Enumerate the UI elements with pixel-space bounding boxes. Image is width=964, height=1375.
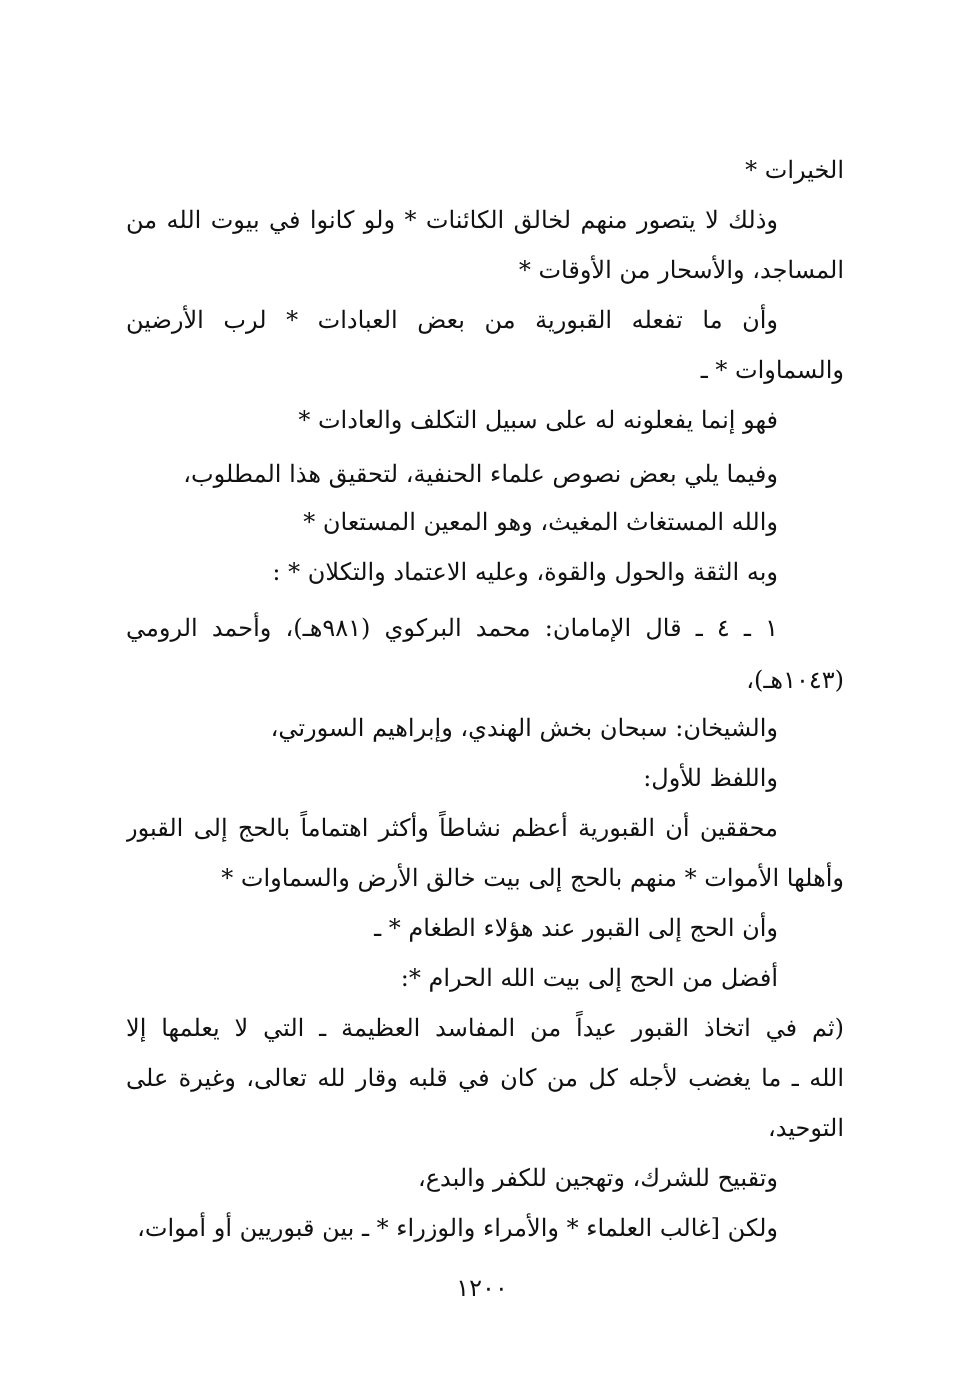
text-line: وأن الحج إلى القبور عند هؤلاء الطغام * ـ — [374, 914, 778, 942]
text-line: التوحيد، — [767, 1114, 844, 1142]
text-line: أفضل من الحج إلى بيت الله الحرام *: — [400, 964, 778, 992]
text-line: وأهلها الأموات * منهم بالحج إلى بيت خالق الأرض والسماوات * — [221, 864, 844, 892]
text-line: محققين أن القبورية أعظم نشاطاً وأكثر اهتماماً بالحج إلى القبور — [126, 814, 778, 842]
text-line: وذلك لا يتصور منهم لخالق الكائنات * ولو كانوا في بيوت الله من — [126, 206, 778, 234]
text-line: والله المستغاث المغيث، وهو المعين المستعان * — [303, 508, 778, 536]
text-line: ١ ـ ٤ ـ قال الإمامان: محمد البركوي (٩٨١هـ)، وأحمد الرومي — [126, 614, 778, 642]
text-line: والشيخان: سبحان بخش الهندي، وإبراهيم السورتي، — [270, 714, 778, 742]
text-line: وبه الثقة والحول والقوة، وعليه الاعتماد والتكلان * : — [272, 558, 778, 586]
text-line: (ثم في اتخاذ القبور عيداً من المفاسد العظيمة ـ التي لا يعلمها إلا — [126, 1014, 844, 1042]
text-line: ولكن [غالب العلماء * والأمراء والوزراء * ـ بين قبوريين أو أموات، — [137, 1214, 778, 1242]
text-line: فهو إنما يفعلونه له على سبيل التكلف والعادات * — [298, 406, 778, 434]
text-line: الله ـ ما يغضب لأجله كل من كان في قلبه وقار لله تعالى، وغيرة على — [126, 1064, 844, 1092]
text-line: المساجد، والأسحار من الأوقات * — [518, 256, 844, 284]
text-line: واللفظ للأول: — [643, 764, 778, 792]
text-line: وفيما يلي بعض نصوص علماء الحنفية، لتحقيق هذا المطلوب، — [183, 460, 778, 488]
text-line: الخيرات * — [745, 156, 844, 184]
text-line: وأن ما تفعله القبورية من بعض العبادات * لرب الأرضين — [126, 306, 778, 334]
text-line: (١٠٤٣هـ)، — [746, 666, 844, 694]
page-number: ١٢٠٠ — [456, 1274, 508, 1302]
text-line: والسماوات * ـ — [700, 356, 844, 384]
text-line: وتقبيح للشرك، وتهجين للكفر والبدع، — [417, 1164, 778, 1192]
